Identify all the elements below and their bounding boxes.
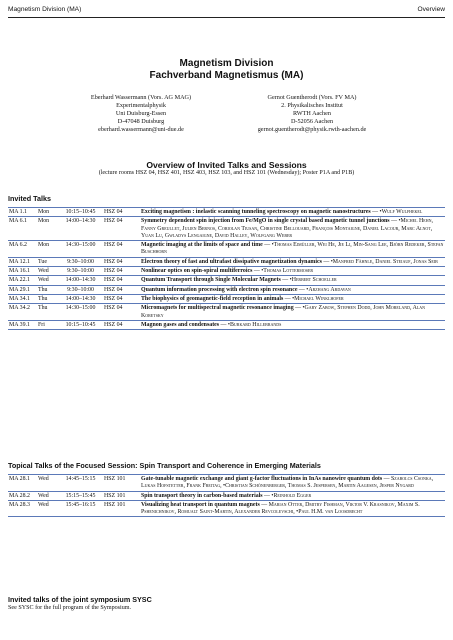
talk-row (8, 475, 445, 492)
talk-details (140, 257, 445, 266)
talk-authors: — •Wulf Wulfhekel (370, 209, 423, 215)
talk-details (140, 276, 445, 285)
talk-time: 14:45–15:15 (58, 475, 103, 492)
talk-authors: — •Michel Hehn, Fanny Greullet, Julien Bernos, Coriolan Tiusan, Christine Bellouard, François Montaigne, Daniel Lacour, Marc Alnot, Yuan Lu, Gwladys Lengaigne, David Halley, Wolfgang Weber (141, 218, 433, 239)
topical-talks-heading: Topical Talks of the Focused Session: Spin Transport and Coherence in Emerging Materials (8, 461, 321, 470)
invited-talks-heading: Invited Talks (8, 194, 52, 203)
talk-title[interactable]: Gate-tunable magnetic exchange and giant g-factor fluctuations in InAs nanowire quantum dots (141, 476, 383, 482)
talk-code: MA 12.1 (8, 257, 37, 266)
chair-address-line: Experimentalphysik (116, 102, 166, 110)
sysc-heading: Invited talks of the joint symposium SYSC (8, 595, 152, 604)
talk-time: 14:00–14:30 (58, 294, 103, 303)
talk-details (140, 475, 445, 492)
talk-time: 14:00–14:30 (58, 276, 103, 285)
talk-code: MA 39.1 (8, 320, 37, 329)
talk-room: HSZ 04 (103, 304, 140, 321)
talk-row (8, 320, 445, 329)
talk-room: HSZ 04 (103, 208, 140, 217)
talk-day: Fri (37, 320, 58, 329)
talk-code: MA 22.1 (8, 276, 37, 285)
chair-address-line: D-52056 Aachen (290, 118, 334, 126)
talk-day: Mon (37, 241, 58, 258)
invited-talks-table (8, 207, 445, 330)
talk-time: 14:30–15:00 (58, 241, 103, 258)
talk-time: 10:15–10:45 (58, 320, 103, 329)
topical-talks-table (8, 474, 445, 517)
talk-authors: — •Manfred Fähnle, Daniel Steiauf, Jonas Seib (321, 258, 438, 265)
talk-time: 14:30–15:00 (58, 304, 103, 321)
talk-room: HSZ 101 (103, 475, 140, 492)
talk-row (8, 217, 445, 241)
talk-room: HSZ 101 (103, 491, 140, 500)
talk-authors: — •Thomas Lottermoser (252, 268, 314, 275)
talk-code: MA 34.1 (8, 294, 37, 303)
division-title-line2: Fachverband Magnetismus (MA) (149, 70, 304, 81)
talk-code: MA 34.2 (8, 304, 37, 321)
talk-row (8, 276, 445, 285)
talk-day: Wed (37, 500, 58, 517)
talk-title[interactable]: Spin transport theory in carbon-based materials (141, 492, 263, 499)
talk-details (140, 285, 445, 294)
talk-room: HSZ 04 (103, 285, 140, 294)
talk-details (140, 304, 445, 321)
chair-address-line: D-47048 Duisburg (117, 118, 165, 126)
talk-code: MA 1.1 (8, 208, 37, 217)
talk-room: HSZ 04 (103, 257, 140, 266)
sysc-note: See SYSC for the full program of the Symposium. (8, 605, 132, 611)
talk-title[interactable]: Micromagnets for multispectral magnetic resonance imaging (141, 305, 294, 312)
header-rule (8, 17, 445, 18)
talk-time: 14:00–14:30 (58, 217, 103, 241)
talk-time: 10:15–10:45 (58, 208, 103, 217)
talk-details (140, 217, 445, 241)
overview-heading: Overview of Invited Talks and Sessions (146, 160, 307, 170)
talk-title[interactable]: Magnetic imaging at the limits of space and time (141, 242, 263, 249)
talk-day: Mon (37, 208, 58, 217)
chair-address-line: 2. Physikalisches Institut (281, 102, 343, 110)
chair-email[interactable]: eberhard.wassermann@uni-due.de (98, 126, 184, 134)
talk-day: Tue (37, 257, 58, 266)
running-header-right: Overview (417, 6, 445, 13)
division-title (0, 58, 453, 82)
division-title-line1: Magnetism Division (179, 58, 274, 69)
talk-code: MA 28.1 (8, 475, 37, 492)
talk-details (140, 267, 445, 276)
talk-row (8, 208, 445, 217)
talk-row (8, 257, 445, 266)
talk-day: Thu (37, 304, 58, 321)
talk-details (140, 208, 445, 217)
talk-details (140, 491, 445, 500)
chair-address-line: Uni Duisburg-Essen (115, 110, 167, 118)
chair-address-right (212, 94, 412, 134)
talk-room: HSZ 04 (103, 217, 140, 241)
talk-time: 15:15–15:45 (58, 491, 103, 500)
talk-title[interactable]: Quantum Transport through Single Molecular Magnets (141, 277, 281, 284)
talk-title[interactable]: Visualizing heat transport in quantum magnets (141, 501, 260, 508)
talk-code: MA 28.2 (8, 491, 37, 500)
talk-authors: — •Herbert Schoeller (280, 277, 337, 284)
talk-title[interactable]: Exciting magnetism : inelastic scanning tunneling spectroscopy on magnetic nanostructures (141, 209, 371, 215)
talk-title[interactable]: Nonlinear optics on spin-spiral multiferroics (141, 268, 253, 275)
talk-authors: — Szabolcs Csonka, Lukas Hofstetter, Frank Freitag, •Christian Schönenberger, Thomas S. Jespersen, Martin Aagesen, Jesper Nygard (141, 476, 434, 490)
chair-address-left (41, 94, 241, 134)
talk-authors: — •Gary Zabow, Stephen Dodd, John Moreland, Alan Koretsky (141, 305, 426, 319)
talk-authors: — •Arzhang Ardavan (297, 286, 351, 293)
talk-row (8, 500, 445, 517)
talk-title[interactable]: The biophysics of geomagnetic-field reception in animals (141, 295, 284, 302)
talk-room: HSZ 04 (103, 276, 140, 285)
talk-day: Wed (37, 491, 58, 500)
chair-email[interactable]: gernot.guentherodt@physik.rwth-aachen.de (257, 126, 367, 134)
talk-row (8, 267, 445, 276)
talk-details (140, 294, 445, 303)
talk-day: Wed (37, 267, 58, 276)
talk-code: MA 29.1 (8, 285, 37, 294)
talk-time: 9:30–10:00 (58, 267, 103, 276)
talk-authors: — •Michael Winklhofer (283, 295, 344, 302)
talk-day: Thu (37, 285, 58, 294)
chair-name: Gernot Guentherodt (Vors. FV MA) (267, 94, 357, 101)
talk-room: HSZ 04 (103, 267, 140, 276)
talk-row (8, 304, 445, 321)
talk-title[interactable]: Magnon gases and condensates (141, 321, 220, 328)
talk-row (8, 241, 445, 258)
talk-code: MA 16.1 (8, 267, 37, 276)
overview-subtitle: (lecture rooms HSZ 04, HSZ 401, HSZ 403, HSZ 103, and HSZ 101 (Wednesday); Poster P1A and P1B) (98, 170, 355, 176)
talk-room: HSZ 04 (103, 320, 140, 329)
talk-code: MA 6.1 (8, 217, 37, 241)
talk-day: Wed (37, 475, 58, 492)
talk-details (140, 500, 445, 517)
talk-day: Thu (37, 294, 58, 303)
talk-room: HSZ 04 (103, 294, 140, 303)
running-header-left: Magnetism Division (MA) (8, 6, 82, 13)
talk-authors: — Marian Otter, Dmitry Fishman, Viktor V. Krasnikov, Maxim S. Pshenichnikov, Romualt Saint-Martin, Alexander Revcolevschi, •Paul H.M. van Loosdrecht (141, 501, 420, 516)
talk-row (8, 491, 445, 500)
talk-title[interactable]: Quantum information processing with electron spin resonance (141, 286, 298, 293)
talk-time: 9:30–10:00 (58, 285, 103, 294)
talk-row (8, 285, 445, 294)
talk-room: HSZ 101 (103, 500, 140, 517)
talk-time: 15:45–16:15 (58, 500, 103, 517)
talk-title[interactable]: Electron theory of fast and ultrafast dissipative magnetization dynamics (141, 258, 322, 265)
talk-time: 9:30–10:00 (58, 257, 103, 266)
talk-day: Wed (37, 276, 58, 285)
talk-details (140, 241, 445, 258)
talk-code: MA 28.3 (8, 500, 37, 517)
talk-title[interactable]: Symmetry dependent spin injection from Fe/MgO in single crystal based magnetic tunnel junctions (141, 218, 390, 225)
talk-room: HSZ 04 (103, 241, 140, 258)
talk-authors: — •Reinhold Egger (262, 492, 312, 499)
chair-address-line: RWTH Aachen (293, 110, 331, 118)
chair-name: Eberhard Wassermann (Vors. AG MAG) (90, 94, 192, 101)
talk-row (8, 294, 445, 303)
talk-details (140, 320, 445, 329)
talk-code: MA 6.2 (8, 241, 37, 258)
talk-authors: — •Thomas Eimüller, Wei He, Jie Li, Min-Sang Lee, Björn Redeker, Stefan Buschhorn (141, 242, 444, 256)
talk-authors: — •Burkard Hillebrands (219, 321, 282, 328)
talk-day: Mon (37, 217, 58, 241)
